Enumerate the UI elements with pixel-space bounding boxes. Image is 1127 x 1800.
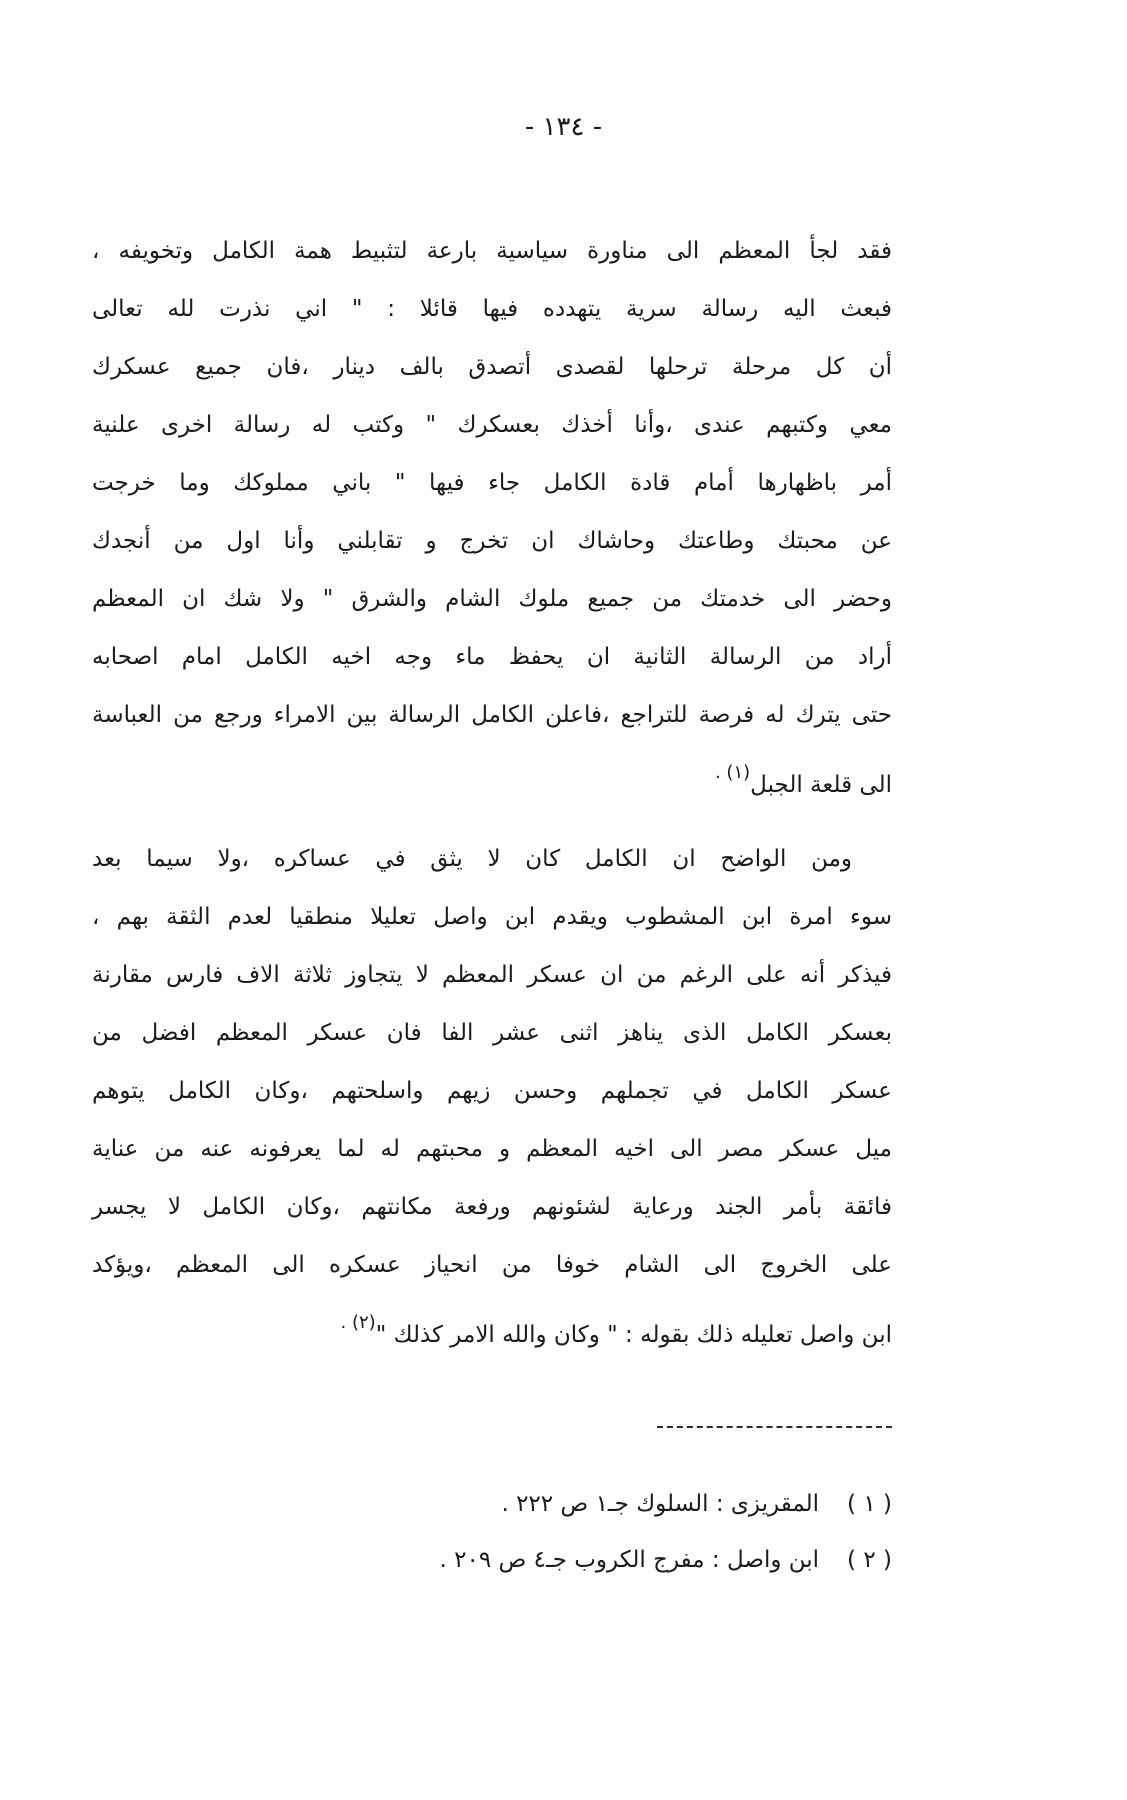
text-line-last [92, 1294, 892, 1352]
text-line: عن محبتك وطاعتك وحاشاك ان تخرج و تقابلني وأنا اول من أنجدك [92, 528, 892, 554]
footnotes [92, 1476, 892, 1588]
footnote-number: ( ٢ ) [847, 1547, 892, 1573]
footnote-reference-2: (٢) . [340, 1312, 376, 1333]
footnote-reference-1: (١) . [714, 762, 751, 783]
text-line: سوء امرة ابن المشطوب ويقدم ابن واصل تعليلا منطقيا لعدم الثقة بهم ، [92, 904, 892, 930]
text-line: بعسكر الكامل الذى يناهز اثنى عشر الفا فان عسكر المعظم افضل من [92, 1020, 892, 1046]
text-line-content: ابن واصل تعليله ذلك بقوله : " وكان والله الامر كذلك " [375, 1322, 892, 1348]
footnote-item [92, 1532, 892, 1588]
text-line: معي وكتبهم عندى ،وأنا أخذك بعسكرك " وكتب له رسالة اخرى علنية [92, 412, 892, 438]
text-line: أن كل مرحلة ترحلها لقصدى أتصدق بالف دينار ،فان جميع عسكرك [92, 354, 892, 380]
page-number: - ١٣٤ - [524, 112, 603, 142]
text-line-content: الى قلعة الجبل [750, 772, 892, 798]
text-line: ومن الواضح ان الكامل كان لا يثق في عساكره ،ولا سيما بعد [92, 846, 852, 872]
text-line: فقد لجأ المعظم الى مناورة سياسية بارعة لتثبيط همة الكامل وتخويفه ، [92, 238, 892, 264]
text-line: فبعث اليه رسالة سرية يتهدده فيها قائلا : " اني نذرت لله تعالى [92, 296, 892, 322]
text-line: أراد من الرسالة الثانية ان يحفظ ماء وجه اخيه الكامل امام اصحابه [92, 644, 892, 670]
text-line: حتى يترك له فرصة للتراجع ،فاعلن الكامل الرسالة بين الامراء ورجع من العباسة [92, 702, 892, 728]
footnote-number: ( ١ ) [847, 1491, 892, 1517]
footnote-item [92, 1476, 892, 1532]
footnote-text: المقريزى : السلوك جـ١ ص ٢٢٢ . [501, 1491, 820, 1517]
paragraph-1 [92, 222, 892, 802]
footnote-separator [657, 1426, 892, 1428]
text-line: عسكر الكامل في تجملهم وحسن زيهم واسلحتهم ،وكان الكامل يتوهم [92, 1078, 892, 1104]
text-line-last [92, 744, 892, 802]
text-line: ميل عسكر مصر الى اخيه المعظم و محبتهم له لما يعرفونه عنه من عناية [92, 1136, 892, 1162]
text-line: أمر باظهارها أمام قادة الكامل جاء فيها " باني مملوكك وما خرجت [92, 470, 892, 496]
text-line: وحضر الى خدمتك من جميع ملوك الشام والشرق " ولا شك ان المعظم [92, 586, 892, 612]
paragraph-2 [92, 830, 892, 1352]
text-line: على الخروج الى الشام خوفا من انحياز عسكره الى المعظم ،ويؤكد [92, 1252, 892, 1278]
footnote-text: ابن واصل : مفرج الكروب جـ٤ ص ٢٠٩ . [439, 1547, 820, 1573]
text-line: فائقة بأمر الجند ورعاية لشئونهم ورفعة مكانتهم ،وكان الكامل لا يجسر [92, 1194, 892, 1220]
text-line: فيذكر أنه على الرغم من ان عسكر المعظم لا يتجاوز ثلاثة الاف فارس مقارنة [92, 962, 892, 988]
